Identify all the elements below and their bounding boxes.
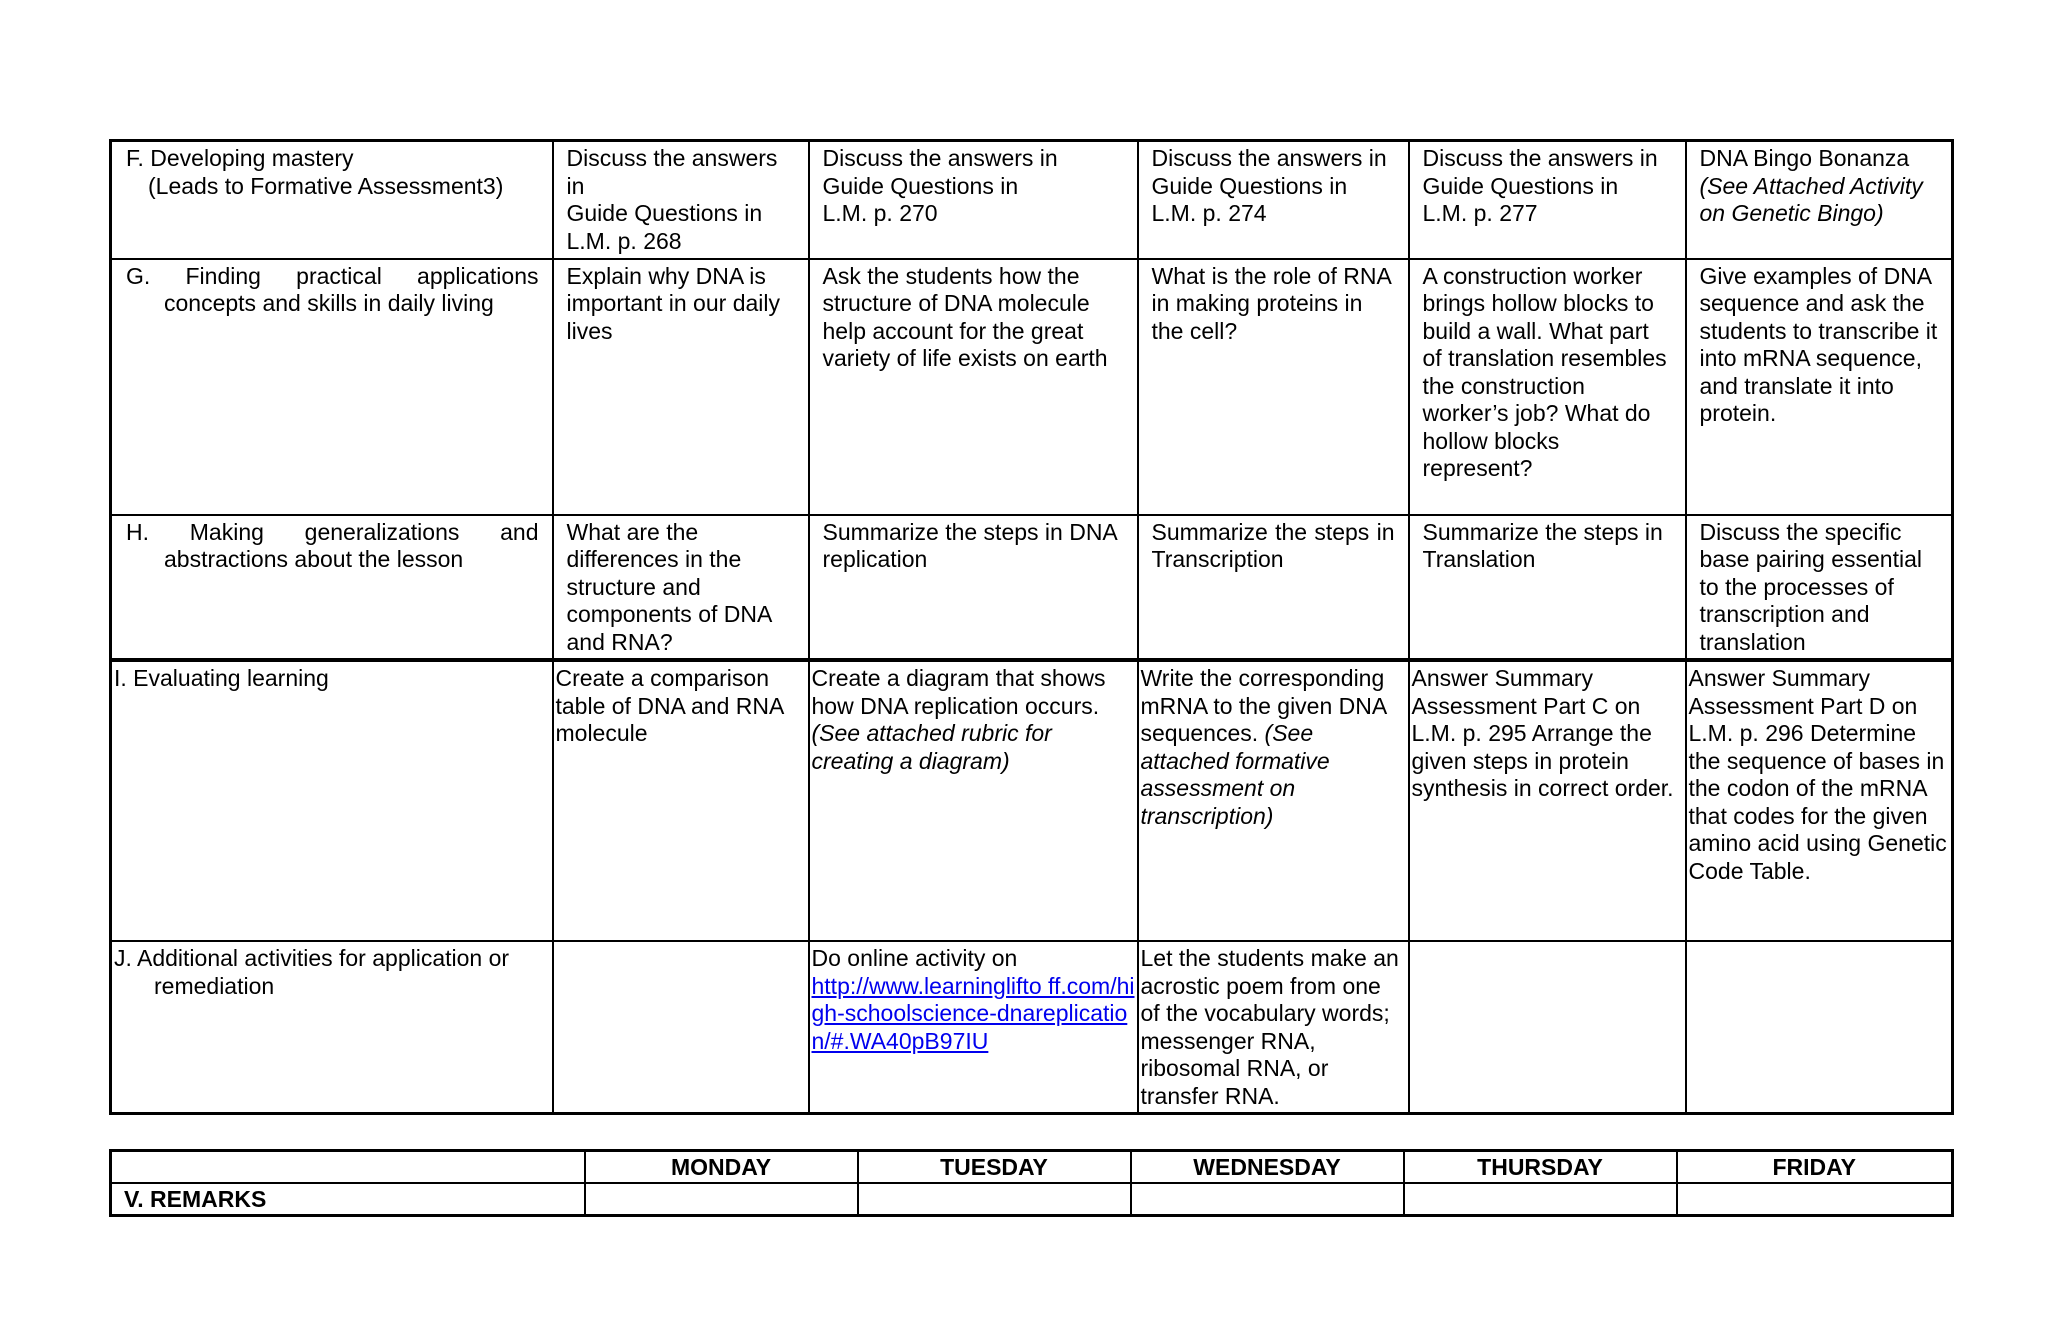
row-developing-mastery <box>111 141 1953 259</box>
row-label <box>111 259 553 515</box>
cell-line: Discuss the answers in <box>1422 145 1658 171</box>
row-evaluating-learning <box>111 660 1953 941</box>
remarks-cell-friday[interactable] <box>1677 1183 1953 1216</box>
remarks-cell-monday[interactable] <box>585 1183 858 1216</box>
row-label-line: H. Making generalizations and <box>126 518 539 545</box>
cell-text: Do online activity on <box>811 945 1018 971</box>
cell-line: Guide Questions in <box>1422 172 1619 199</box>
cell-line: L.M. p. 277 <box>1422 200 1538 226</box>
cell-wednesday <box>1138 660 1409 941</box>
cell-text: Discuss the specific base pairing essential to the processes of transcription and translation <box>1699 518 1922 655</box>
cell-tuesday <box>809 941 1138 1114</box>
cell-italic-note: (See Attached Activity on Genetic Bingo) <box>1699 172 1923 226</box>
row-label-line: abstractions about the lesson <box>164 546 464 572</box>
remarks-header-row <box>111 1151 1953 1184</box>
remarks-cell-thursday[interactable] <box>1404 1183 1677 1216</box>
cell-tuesday <box>809 259 1138 515</box>
remarks-row <box>111 1183 1953 1216</box>
day-header-tuesday: TUESDAY <box>858 1151 1131 1184</box>
cell-text: A construction worker brings hollow blocks to build a wall. What part of translation resembles the construction worker’s job? What do hollow blocks represent? <box>1422 262 1667 481</box>
cell-wednesday <box>1138 141 1409 259</box>
cell-text: Summarize the steps in Translation <box>1422 518 1663 572</box>
day-header-friday: FRIDAY <box>1677 1151 1953 1184</box>
cell-monday <box>553 660 809 941</box>
lesson-plan-table <box>109 139 1954 1115</box>
remarks-table <box>109 1149 1954 1217</box>
cell-line: Discuss the answers in <box>1151 145 1387 171</box>
cell-text: Give examples of DNA sequence and ask the students to transcribe it into mRNA sequence, and translate it into protein. <box>1699 262 1938 426</box>
row-label-line: I. Evaluating learning <box>114 665 329 691</box>
row-generalizations <box>111 515 1953 661</box>
cell-thursday <box>1409 515 1686 661</box>
cell-text: What is the role of RNA in making proteins in the cell? <box>1151 262 1391 344</box>
cell-wednesday <box>1138 259 1409 515</box>
day-header-wednesday: WEDNESDAY <box>1131 1151 1404 1184</box>
cell-text: Explain why DNA is important in our daily lives <box>566 262 780 344</box>
cell-monday <box>553 259 809 515</box>
row-label-line: G. Finding practical applications <box>126 262 539 289</box>
row-label <box>111 941 553 1114</box>
remarks-corner-cell <box>111 1151 585 1184</box>
cell-text: Let the students make an acrostic poem from one of the vocabulary words; messenger RNA, ribosomal RNA, or transfer RNA. <box>1140 945 1399 1109</box>
cell-text: Create a comparison table of DNA and RNA molecule <box>555 665 784 746</box>
cell-text: DNA Bingo Bonanza <box>1699 145 1910 171</box>
cell-text: Summarize the steps in Transcription <box>1151 518 1395 572</box>
cell-thursday <box>1409 259 1686 515</box>
cell-line: Discuss the answers in <box>566 145 778 199</box>
online-activity-link[interactable]: http://www.learninglifto ff.com/high-schoolscience-dnareplication/#.WA40pB97IU <box>811 972 1135 1054</box>
cell-line: Discuss the answers in <box>822 145 1058 171</box>
cell-friday <box>1686 941 1953 1114</box>
day-header-thursday: THURSDAY <box>1404 1151 1677 1184</box>
cell-line: Guide Questions in <box>566 200 763 226</box>
cell-friday <box>1686 141 1953 259</box>
cell-monday <box>553 515 809 661</box>
cell-text: Create a diagram that shows how DNA replication occurs. <box>811 665 1106 719</box>
row-label <box>111 515 553 661</box>
row-practical-applications <box>111 259 1953 515</box>
cell-italic-note: (See attached rubric for creating a diagram) <box>811 720 1052 774</box>
cell-text: Answer Summary Assessment Part D on L.M. p. 296 Determine the sequence of bases in the codon of the mRNA that codes for the given amino acid using Genetic Code Table. <box>1688 665 1947 884</box>
remarks-cell-wednesday[interactable] <box>1131 1183 1404 1216</box>
row-label <box>111 660 553 941</box>
cell-line: L.M. p. 268 <box>566 227 682 254</box>
cell-friday <box>1686 515 1953 661</box>
cell-wednesday <box>1138 515 1409 661</box>
remarks-cell-tuesday[interactable] <box>858 1183 1131 1216</box>
cell-line: L.M. p. 274 <box>1151 200 1267 226</box>
remarks-label: V. REMARKS <box>111 1183 585 1216</box>
cell-text: Summarize the steps in DNA replication <box>822 518 1117 572</box>
cell-monday <box>553 941 809 1114</box>
cell-friday <box>1686 259 1953 515</box>
cell-friday <box>1686 660 1953 941</box>
day-header-monday: MONDAY <box>585 1151 858 1184</box>
cell-thursday <box>1409 141 1686 259</box>
cell-line: Guide Questions in <box>1151 172 1348 199</box>
cell-tuesday <box>809 515 1138 661</box>
row-label-line: F. Developing mastery <box>126 145 354 171</box>
row-label-line: concepts and skills in daily living <box>164 290 494 316</box>
cell-thursday <box>1409 941 1686 1114</box>
cell-text: Answer Summary Assessment Part C on L.M. p. 295 Arrange the given steps in protein synthesis in correct order. <box>1411 665 1674 801</box>
cell-thursday <box>1409 660 1686 941</box>
row-additional-activities <box>111 941 1953 1114</box>
cell-text: What are the differences in the structure and components of DNA and RNA? <box>566 518 772 655</box>
cell-wednesday <box>1138 941 1409 1114</box>
cell-tuesday <box>809 141 1138 259</box>
cell-text: Write the corresponding mRNA to the given DNA sequences. <box>1140 665 1386 746</box>
cell-line: Guide Questions in <box>822 172 1019 199</box>
cell-italic-note: (See attached formative assessment on transcription) <box>1140 720 1330 829</box>
cell-line: L.M. p. 270 <box>822 200 938 226</box>
row-label <box>111 141 553 259</box>
cell-text: Ask the students how the structure of DNA molecule help account for the great variety of life exists on earth <box>822 262 1108 371</box>
row-label-line: remediation <box>154 972 275 999</box>
cell-monday <box>553 141 809 259</box>
cell-tuesday <box>809 660 1138 941</box>
row-label-line: J. Additional activities for application or <box>114 945 510 971</box>
row-label-line: (Leads to Formative Assessment3) <box>148 172 504 199</box>
